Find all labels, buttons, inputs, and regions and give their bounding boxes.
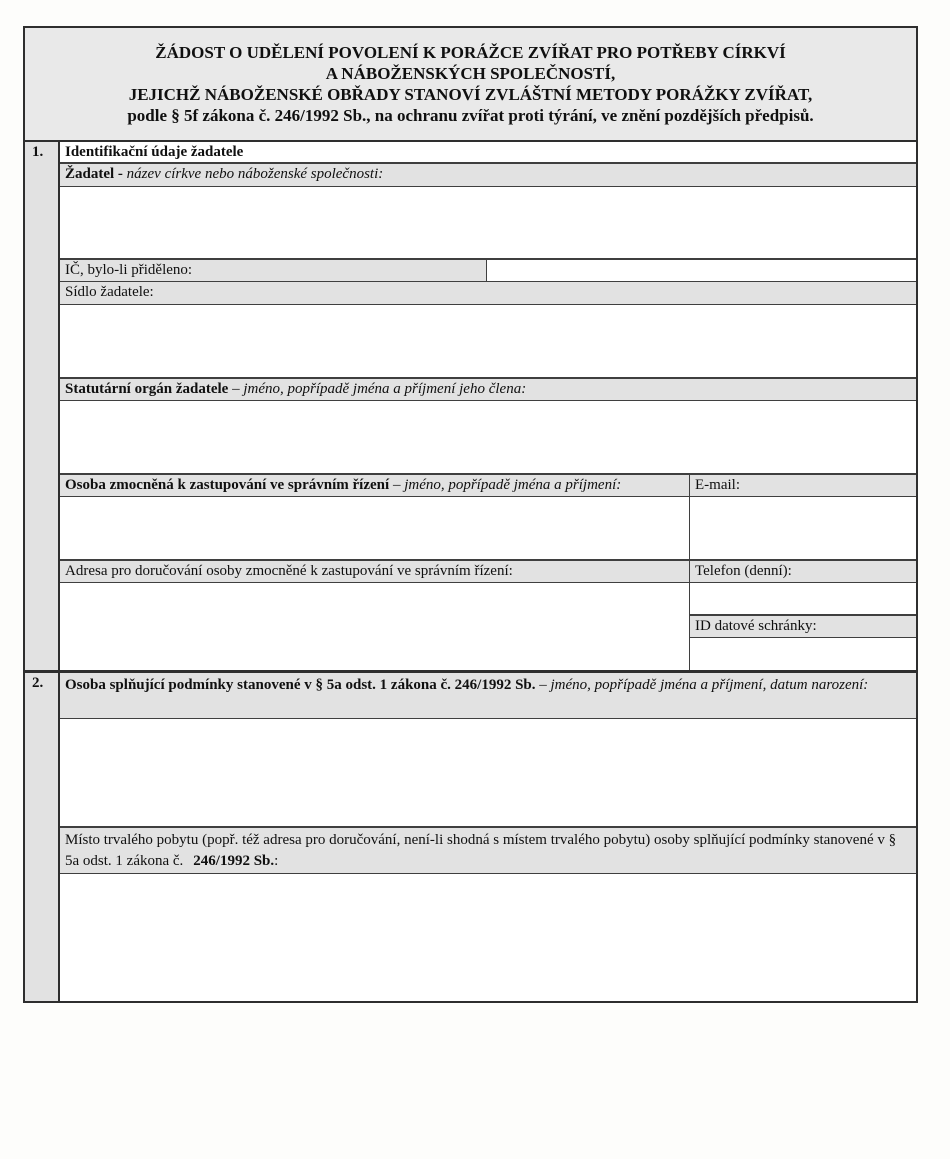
statutarni-label-italic: jméno, popřípadě jména a příjmení jeho člena: [243,381,527,397]
misto-pobytu-label-bold: 246/1992 Sb. [193,853,275,869]
section-2-header [60,673,916,719]
ic-label [60,260,487,281]
title-line-2: A NÁBOŽENSKÝCH SPOLEČNOSTÍ, [325,64,616,83]
section-1-content [60,142,916,670]
section-2-content [60,673,916,1001]
email-input-area[interactable] [690,497,916,561]
section-1-number-label: 1. [32,144,44,160]
sidlo-input-area[interactable] [60,305,916,379]
zadatel-input-area[interactable] [60,187,916,260]
id-datova-label-row [690,616,916,638]
statutarni-input-area[interactable] [60,401,916,475]
ic-label-text: IČ, bylo-li přiděleno: [65,262,193,278]
zadatel-label-row [60,164,916,187]
section-1-header [60,142,916,164]
adresa-input-area[interactable] [60,583,689,670]
statutarni-label-sep: – [228,381,244,397]
zmocnena-label-row [60,475,689,497]
ic-row [60,260,916,282]
zadatel-label-bold: Žadatel - [65,166,127,182]
form-title [25,28,916,142]
section-2-header-italic: jméno, popřípadě jména a příjmení, datum narození: [550,677,869,693]
section-1-number [25,142,60,670]
adresa-label-row [60,561,689,583]
section-2-number [25,673,60,1001]
zmocnena-right-column [690,475,916,670]
section-2-header-sep: – [535,677,551,693]
email-label-text: E-mail: [695,477,740,493]
statutarni-label-bold: Statutární orgán žadatele [65,381,229,397]
misto-pobytu-label-prefix: Místo trvalého pobytu (popř. též adresa pro doručování, není-li shodná s místem trvalého pobytu) osoby splňující podmínky stanovené v § 5a odst. 1 zákona č. [65,832,897,869]
section-1 [25,142,916,673]
section-2-header-bold: Osoba splňující podmínky stanovené v § 5a odst. 1 zákona č. 246/1992 Sb. [65,677,536,693]
zmocnena-left-column [60,475,690,670]
zmocnena-label-bold: Osoba zmocněná k zastupování ve správním řízení [65,477,390,493]
zmocnena-label-italic: jméno, popřípadě jména a příjmení: [404,477,622,493]
section-1-header-label: Identifikační údaje žadatele [65,144,244,160]
adresa-label-text: Adresa pro doručování osoby zmocněné k zastupování ve správním řízení: [65,563,513,579]
email-label-row [690,475,916,497]
title-line-1: ŽÁDOST O UDĚLENÍ POVOLENÍ K PORÁŽCE ZVÍŘAT PRO POTŘEBY CÍRKVÍ [155,43,786,62]
ic-input-area[interactable] [487,260,916,281]
zmocnena-label-sep: – [389,477,405,493]
misto-pobytu-label-row [60,828,916,874]
section-2-number-label: 2. [32,675,44,691]
misto-pobytu-label-suffix: : [274,853,279,869]
sidlo-label-text: Sídlo žadatele: [65,284,154,300]
sidlo-label-row [60,282,916,305]
zadatel-label-italic: název církve nebo náboženské společnosti: [126,166,384,182]
title-line-4: podle § 5f zákona č. 246/1992 Sb., na ochranu zvířat proti týrání, ve znění pozdějších předpisů. [127,106,814,125]
zmocnena-input-area[interactable] [60,497,689,561]
telefon-label-text: Telefon (denní): [695,563,792,579]
section-2 [25,673,916,1001]
statutarni-label-row [60,379,916,401]
misto-pobytu-input-area[interactable] [60,874,916,1001]
zmocnena-block [60,475,916,670]
application-form [23,26,918,1003]
id-datova-label-text: ID datové schránky: [695,618,817,634]
title-line-3: JEJICHŽ NÁBOŽENSKÉ OBŘADY STANOVÍ ZVLÁŠTNÍ METODY PORÁŽKY ZVÍŘAT, [128,85,813,104]
osoba-5a-input-area[interactable] [60,719,916,828]
telefon-label-row [690,561,916,583]
id-datova-input-area[interactable] [690,638,916,670]
telefon-input-area[interactable] [690,583,916,616]
